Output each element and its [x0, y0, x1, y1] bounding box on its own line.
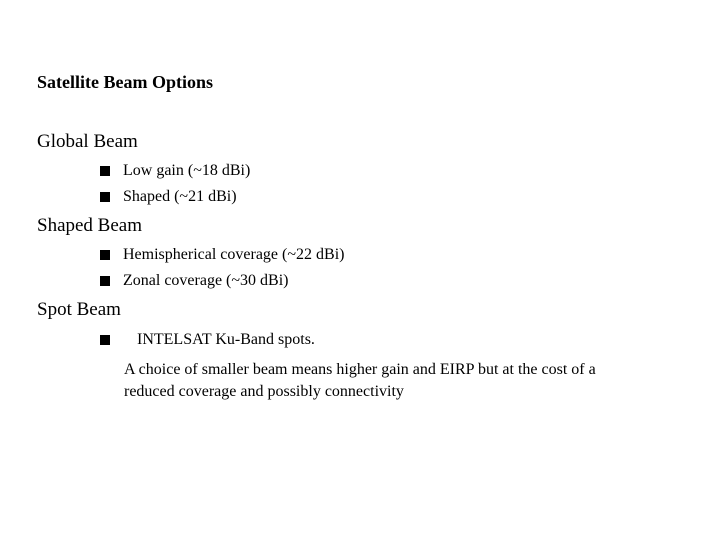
section-heading-shaped-beam: Shaped Beam — [37, 215, 143, 236]
square-bullet-icon — [100, 192, 110, 202]
bullet-item — [100, 188, 237, 206]
bullet-text: Zonal coverage (~30 dBi) — [123, 272, 289, 289]
square-bullet-icon — [100, 335, 110, 345]
bullet-text: Hemispherical coverage (~22 dBi) — [123, 246, 345, 263]
section-heading-global-beam: Global Beam — [37, 131, 138, 152]
bullet-item — [100, 272, 288, 290]
bullet-text: INTELSAT Ku-Band spots. — [137, 331, 315, 348]
bullet-item — [100, 162, 250, 180]
bullet-text: Shaped (~21 dBi) — [123, 188, 237, 205]
bullet-text: Low gain (~18 dBi) — [123, 162, 251, 179]
square-bullet-icon — [100, 276, 110, 286]
section-heading-spot-beam: Spot Beam — [37, 299, 121, 320]
bullet-item — [100, 331, 315, 349]
bullet-item — [100, 246, 344, 264]
square-bullet-icon — [100, 250, 110, 260]
note-paragraph: A choice of smaller beam means higher gain and EIRP but at the cost of a reduced coverage and possibly connectivity — [124, 361, 596, 400]
slide-title: Satellite Beam Options — [37, 72, 213, 92]
square-bullet-icon — [100, 166, 110, 176]
